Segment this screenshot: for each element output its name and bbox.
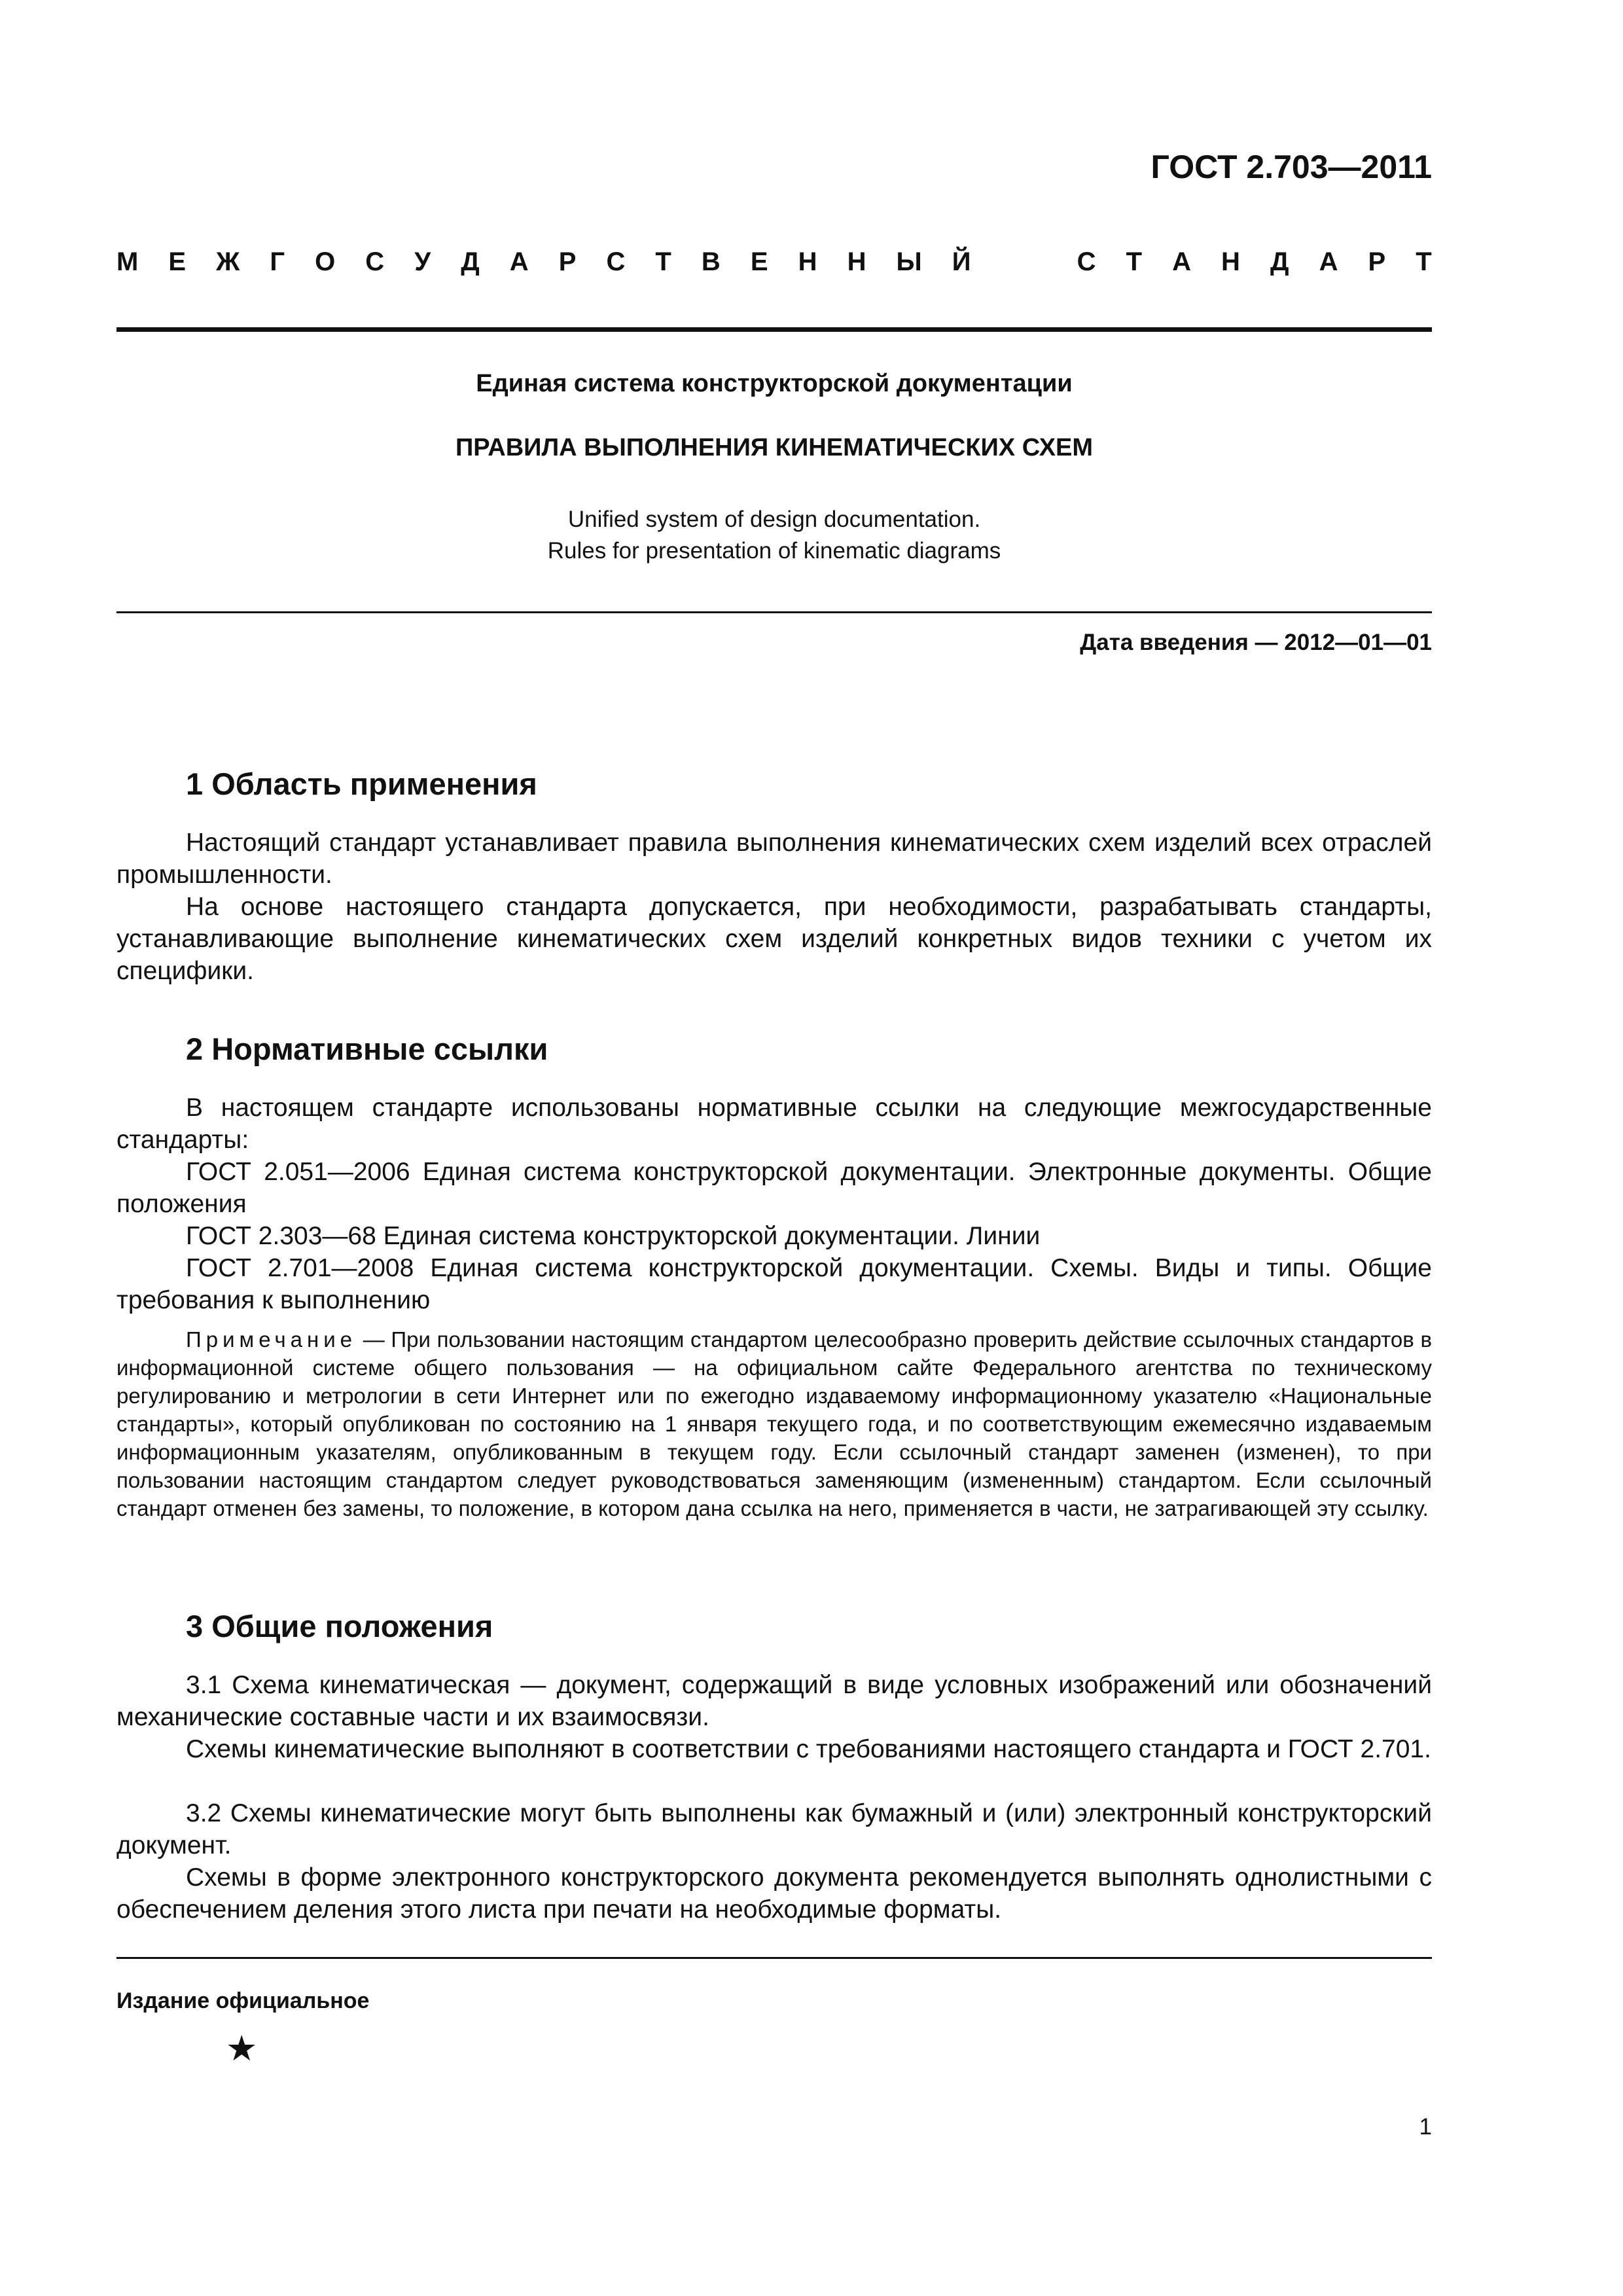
footer-divider: [116, 1957, 1432, 1959]
section-heading-general: 3 Общие положения: [186, 1609, 493, 1643]
banner-letter: Н: [847, 247, 866, 276]
banner-interstate-standard: [116, 247, 1432, 277]
standard-code: ГОСТ 2.703—2011: [1150, 149, 1432, 185]
banner-letter: Д: [461, 247, 480, 276]
document-title: ПРАВИЛА ВЫПОЛНЕНИЯ КИНЕМАТИЧЕСКИХ СХЕМ: [455, 434, 1094, 461]
header-divider-thick: [116, 327, 1432, 332]
star-icon: ★: [226, 2029, 258, 2068]
banner-letter: Р: [558, 247, 577, 276]
paragraph: В настоящем стандарте использованы нормативные ссылки на следующие межгосударственные стандарты:: [116, 1094, 1432, 1154]
paragraph: 3.2 Схемы кинематические могут быть выполнены как бумажный и (или) электронный конструкторский документ.: [116, 1799, 1432, 1859]
banner-letter: Й: [952, 247, 971, 276]
note-label: Примечание: [186, 1327, 357, 1352]
note-text: — При пользовании настоящим стандартом целесообразно проверить действие ссылочных стандартов в информационной системе общего пользования — на официальном сайте Федерального агентства по техническому регулированию и метрологии в сети Интернет или по ежегодно издаваемому информационному указателю «Национальные стандарты», который опубликован по состоянию на 1 января текущего года, и по соответствующим ежемесячно издаваемым информационным указателям, опубликованным в текущем году. Если ссылочный стандарт заменен (изменен), то при пользовании настоящим стандартом следует руководствоваться заменяющим (измененным) стандартом. Если ссылочный стандарт отменен без замены, то положение, в котором дана ссылка на него, применяется в части, не затрагивающей эту ссылку.: [116, 1327, 1432, 1520]
series-title: Единая система конструкторской документации: [476, 370, 1073, 397]
section-heading-normative-references: 2 Нормативные ссылки: [186, 1031, 548, 1066]
reference-item: ГОСТ 2.701—2008 Единая система конструкторской документации. Схемы. Виды и типы. Общие требования к выполнению: [116, 1254, 1432, 1314]
banner-letter: Г: [270, 247, 285, 276]
banner-letter: Ы: [896, 247, 922, 276]
english-title-line: Unified system of design documentation.: [567, 507, 981, 532]
paragraph: На основе настоящего стандарта допускается, при необходимости, разрабатывать стандарты, устанавливающие выполнение кинематических схем изделий конкретных видов техники с учетом их специфики.: [116, 893, 1432, 985]
banner-letter: Р: [1368, 247, 1386, 276]
banner-letter: М: [116, 247, 139, 276]
banner-letter: Н: [1221, 247, 1240, 276]
banner-letter: Т: [1126, 247, 1143, 276]
reference-item: ГОСТ 2.051—2006 Единая система конструкторской документации. Электронные документы. Общие положения: [116, 1158, 1432, 1218]
note-block: [116, 1325, 1432, 1522]
paragraph: 3.1 Схема кинематическая — документ, содержащий в виде условных изображений или обозначений механические составные части и их взаимосвязи.: [116, 1671, 1432, 1731]
banner-word-gap: [1001, 247, 1047, 277]
banner-letter: Т: [1416, 247, 1432, 276]
banner-letter: С: [606, 247, 626, 276]
banner-letter: А: [1172, 247, 1191, 276]
banner-letter: А: [1319, 247, 1338, 276]
english-title-line: Rules for presentation of kinematic diagrams: [547, 538, 1001, 564]
official-edition-label: Издание официальное: [116, 1988, 370, 2013]
paragraph: Схемы в форме электронного конструкторского документа рекомендуется выполнять однолистными с обеспечением деления этого листа при печати на необходимые форматы.: [116, 1863, 1432, 1924]
banner-letter: Т: [655, 247, 671, 276]
banner-letter: Е: [750, 247, 768, 276]
banner-letter: Д: [1270, 247, 1289, 276]
banner-letter: А: [509, 247, 529, 276]
banner-letter: В: [701, 247, 721, 276]
paragraph: Схемы кинематические выполняют в соответствии с требованиями настоящего стандарта и ГОСТ 2.701.: [186, 1735, 1431, 1763]
paragraph: Настоящий стандарт устанавливает правила выполнения кинематических схем изделий всех отраслей промышленности.: [116, 829, 1432, 889]
banner-letter: С: [1077, 247, 1096, 276]
banner-letter: С: [365, 247, 385, 276]
reference-item: ГОСТ 2.303—68 Единая система конструкторской документации. Линии: [186, 1222, 1041, 1250]
banner-letter: О: [315, 247, 336, 276]
banner-letter: Ж: [216, 247, 240, 276]
banner-letter: Н: [798, 247, 817, 276]
title-divider: [116, 611, 1432, 613]
page-number: 1: [1419, 2114, 1432, 2140]
banner-letter: Е: [168, 247, 187, 276]
banner-letter: У: [414, 247, 431, 276]
section-heading-scope: 1 Область применения: [186, 766, 537, 801]
introduction-date: Дата введения — 2012—01—01: [1080, 630, 1432, 655]
english-title: [116, 504, 1432, 567]
